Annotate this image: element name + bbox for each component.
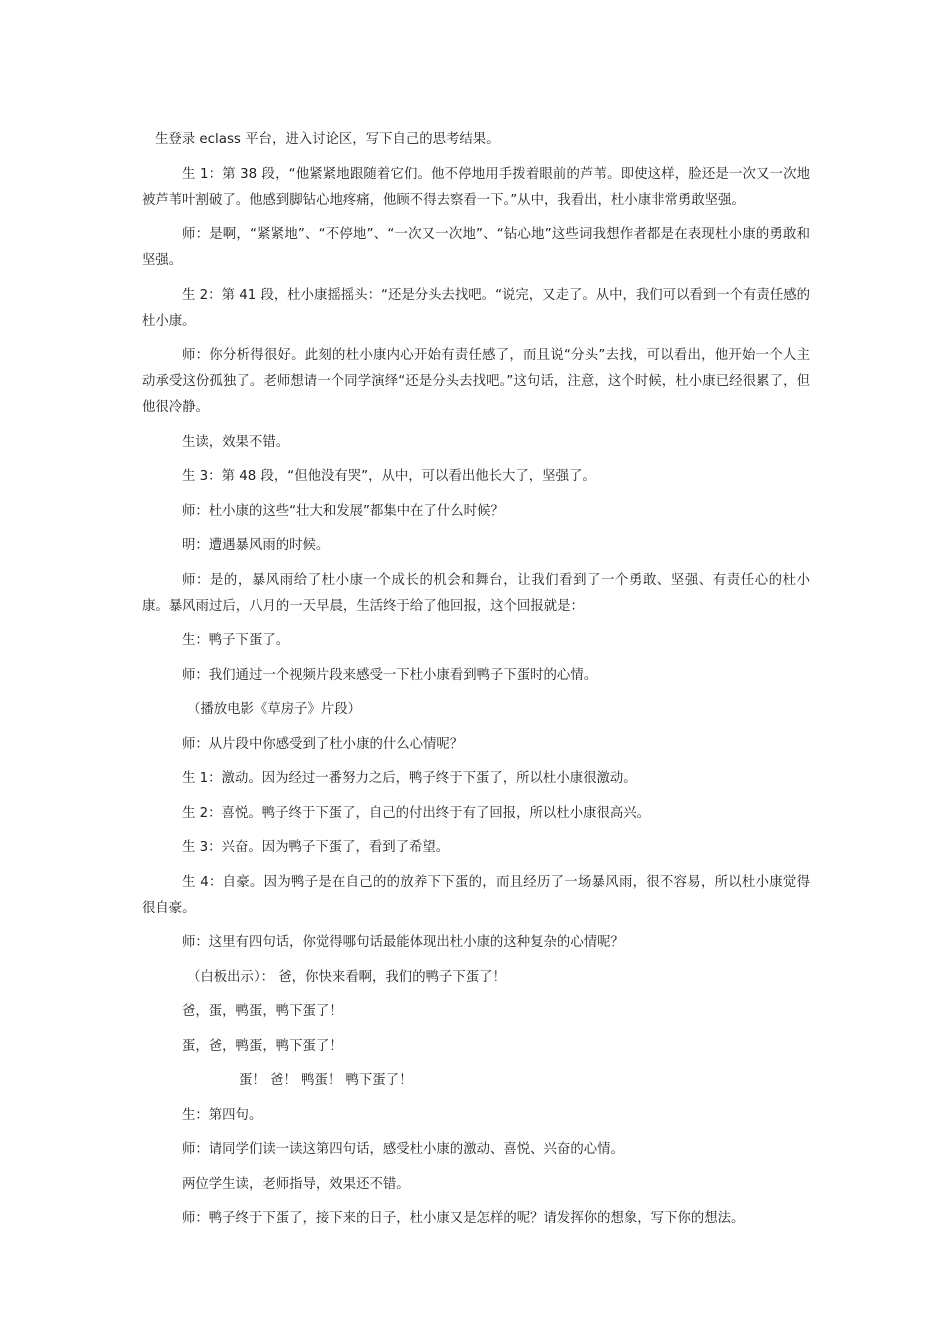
paragraph: 生：第四句。 (182, 1107, 263, 1123)
paragraph: 生读，效果不错。 (182, 434, 290, 450)
paragraph: 师：鸭子终于下蛋了，接下来的日子，杜小康又是怎样的呢？请发挥你的想象，写下你的想法。 (182, 1211, 745, 1226)
document-body (142, 127, 810, 1241)
paragraph: 生：鸭子下蛋了。 (182, 633, 290, 648)
paragraph: 明：遭遇暴风雨的时候。 (182, 538, 330, 553)
paragraph: 两位学生读，老师指导，效果还不错。 (182, 1176, 410, 1192)
paragraph: 师：请同学们读一读这第四句话，感受杜小康的激动、喜悦、兴奋的心情。 (182, 1142, 624, 1157)
paragraph: 师：从片段中你感受到了杜小康的什么心情呢？ (182, 736, 464, 752)
paragraph: 生 1：第 38 段，“他紧紧地跟随着它们。他不停地用手拨着眼前的芦苇。即使这样，脸还是一次又一次地被芦苇叶割破了。他感到脚钻心地疼痛，他顾不得去察看一下。”从中，我看出，杜小康非常勇敢坚强。 (142, 166, 810, 208)
paragraph: 师：杜小康的这些“壮大和发展”都集中在了什么时候？ (182, 503, 504, 519)
paragraph: 生登录 eclass 平台，进入讨论区，写下自己的思考结果。 (155, 132, 500, 147)
paragraph: 生 4：自豪。因为鸭子是在自己的的放养下下蛋的，而且经历了一场暴风雨，很不容易，所以杜小康觉得很自豪。 (142, 874, 810, 916)
paragraph: （白板出示）： 爸，你快来看啊，我们的鸭子下蛋了！ (187, 969, 506, 985)
paragraph: 蛋，爸，鸭蛋，鸭下蛋了！ (182, 1038, 343, 1054)
paragraph: （播放电影《草房子》片段） (187, 702, 362, 717)
paragraph: 生 2：第 41 段，杜小康摇摇头：“还是分头去找吧。“说完，又走了。从中，我们可以看到一个有责任感的杜小康。 (142, 287, 810, 329)
paragraph: 生 3：第 48 段，“但他没有哭”，从中，可以看出他长大了，坚强了。 (182, 469, 596, 484)
paragraph: 师：是啊，“紧紧地”、“不停地”、“一次又一次地”、“钻心地”这些词我想作者都是在表现杜小康的勇敢和坚强。 (142, 227, 810, 268)
paragraph: 生 2：喜悦。鸭子终于下蛋了，自己的付出终于有了回报，所以杜小康很高兴。 (182, 805, 651, 821)
paragraph: 蛋！ 爸！ 鸭蛋！ 鸭下蛋了！ (239, 1073, 413, 1088)
paragraph: 生 1：激动。因为经过一番努力之后，鸭子终于下蛋了，所以杜小康很激动。 (182, 771, 637, 786)
paragraph: 生 3：兴奋。因为鸭子下蛋了，看到了希望。 (182, 840, 450, 855)
paragraph: 师：你分析得很好。此刻的杜小康内心开始有责任感了，而且说“分头”去找，可以看出，他开始一个人主动承受这份孤独了。老师想请一个同学演绎“还是分头去找吧。”这句话，注意，这个时候，杜小康已经很累了，但他很冷静。 (142, 348, 810, 415)
paragraph: 师：我们通过一个视频片段来感受一下杜小康看到鸭子下蛋时的心情。 (182, 667, 598, 683)
paragraph: 爸，蛋，鸭蛋，鸭下蛋了！ (182, 1004, 343, 1019)
paragraph: 师：这里有四句话，你觉得哪句话最能体现出杜小康的这种复杂的心情呢？ (182, 935, 624, 950)
paragraph: 师：是的，暴风雨给了杜小康一个成长的机会和舞台，让我们看到了一个勇敢、坚强、有责任心的杜小康。暴风雨过后，八月的一天早晨，生活终于给了他回报，这个回报就是： (142, 572, 810, 614)
